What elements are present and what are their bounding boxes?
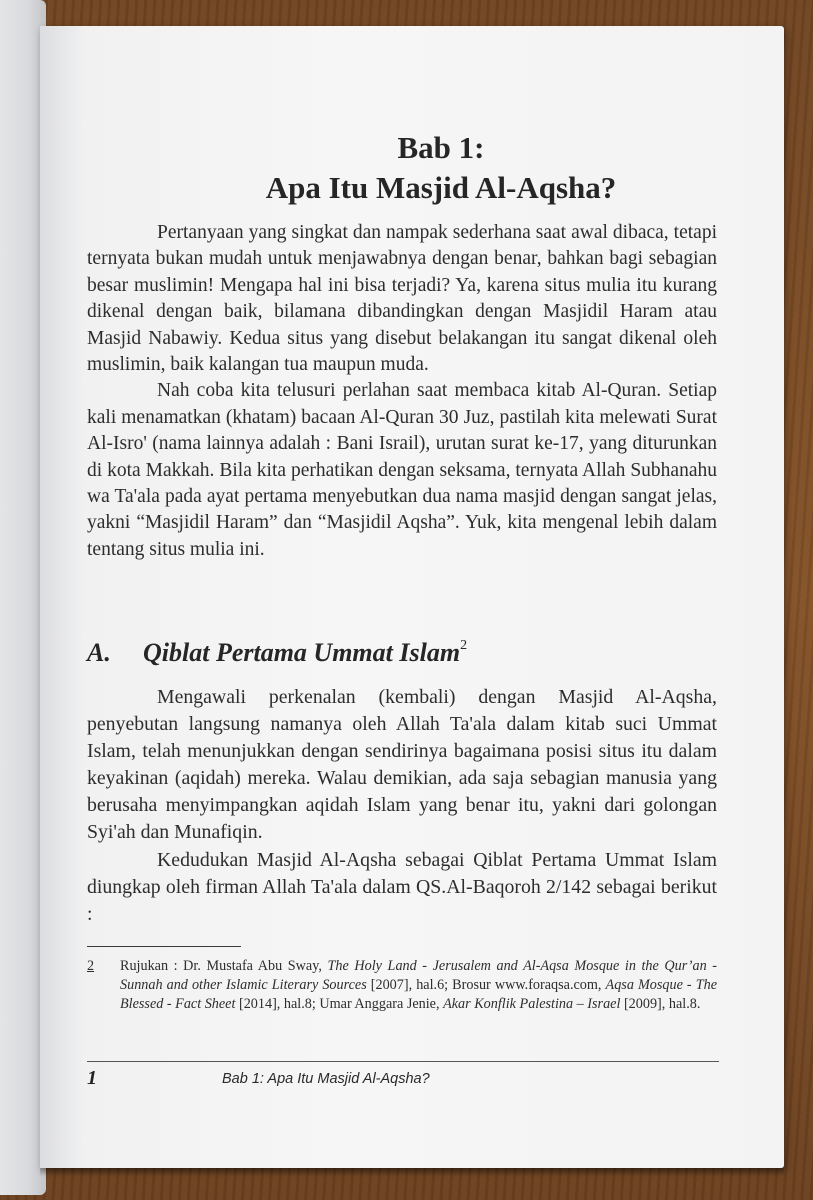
page-number: 1 [87,1067,97,1089]
footnote-number: 2 [87,958,95,974]
footnote-suffix: [2009], hal.8. [620,995,701,1012]
section-heading [87,638,467,668]
section-body [87,684,717,928]
footnote-title-1: The Holy Land - Jerusalem and Al-Aqsa Mosque in the Qur’an - Sunnah and other Islamic Literary Sources [120,958,718,993]
chapter-heading [40,128,784,208]
footnote-divider [87,946,241,947]
running-title: Bab 1: Apa Itu Masjid Al-Aqsha? [222,1071,430,1087]
footnote-reference[interactable]: 2 [460,638,468,653]
section-title: Qiblat Pertama Ummat Islam [143,638,461,667]
intro-body [87,220,717,563]
chapter-title: Apa Itu Masjid Al-Aqsha? [265,170,617,205]
footnote-text [87,957,717,1013]
footnote-mid-2: [2014], hal.8; Umar Anggara Jenie, [235,995,444,1012]
footer-divider [87,1061,719,1062]
footnote-mid-1: [2007], hal.6; Brosur www.foraqsa.com, [366,976,606,993]
book-page [40,26,784,1168]
intro-paragraph-2: Nah coba kita telusuri perlahan saat membaca kitab Al-Quran. Setiap kali menamatkan (khatam) bacaan Al-Quran 30 Juz, pastilah kita melewati Surat Al-Isro' (nama lainnya adalah : Bani Israil), urutan surat ke-17, yang diturunkan di kota Makkah. Bila kita perhatikan dengan seksama, ternyata Allah Subhanahu wa Ta'ala pada ayat pertama menyebutkan dua nama masjid dengan sangat jelas, yakni “Masjidil Haram” dan “Masjidil Aqsha”. Yuk, kita mengenal lebih dalam tentang situs mulia ini. [87,380,717,560]
section-letter: A. [87,638,111,667]
footnote-title-2: Aqsa Mosque - The Blessed - Fact Sheet [120,976,717,1012]
footnote [87,957,717,1013]
footnote-title-3: Akar Konflik Palestina – Israel [443,995,621,1012]
intro-paragraph-1: Pertanyaan yang singkat dan nampak sederhana saat awal dibaca, tetapi ternyata bukan mudah untuk menjawabnya dengan benar, bahkan bagi sebagian besar muslimin! Mengapa hal ini bisa terjadi? Ya, karena situs mulia itu kurang dikenal dengan baik, bilamana dibandingkan dengan Masjidil Haram atau Masjid Nabawiy. Kedua situs yang disebut belakangan itu sangat dikenal oleh muslimin, baik kalangan tua maupun muda. [87,222,717,376]
page-shadow [40,1168,784,1176]
footnote-prefix: Rujukan : Dr. Mustafa Abu Sway, [120,958,328,974]
chapter-label: Bab 1: [397,130,485,165]
section-paragraph-2: Kedudukan Masjid Al-Aqsha sebagai Qiblat Pertama Ummat Islam diungkap oleh firman Allah Ta'ala dalam QS.Al-Baqoroh 2/142 sebagai berikut : [87,848,717,925]
section-paragraph-1: Mengawali perkenalan (kembali) dengan Masjid Al-Aqsha, penyebutan langsung namanya oleh Allah Ta'ala dalam kitab suci Ummat Islam, telah menunjukkan dengan sendirinya bagaimana posisi situs itu dalam keyakinan (aqidah) mereka. Walau demikian, ada saja sebagian manusia yang berusaha menyimpangkan aqidah Islam yang benar itu, yakni dari golongan Syi'ah dan Munafiqin. [87,686,717,844]
